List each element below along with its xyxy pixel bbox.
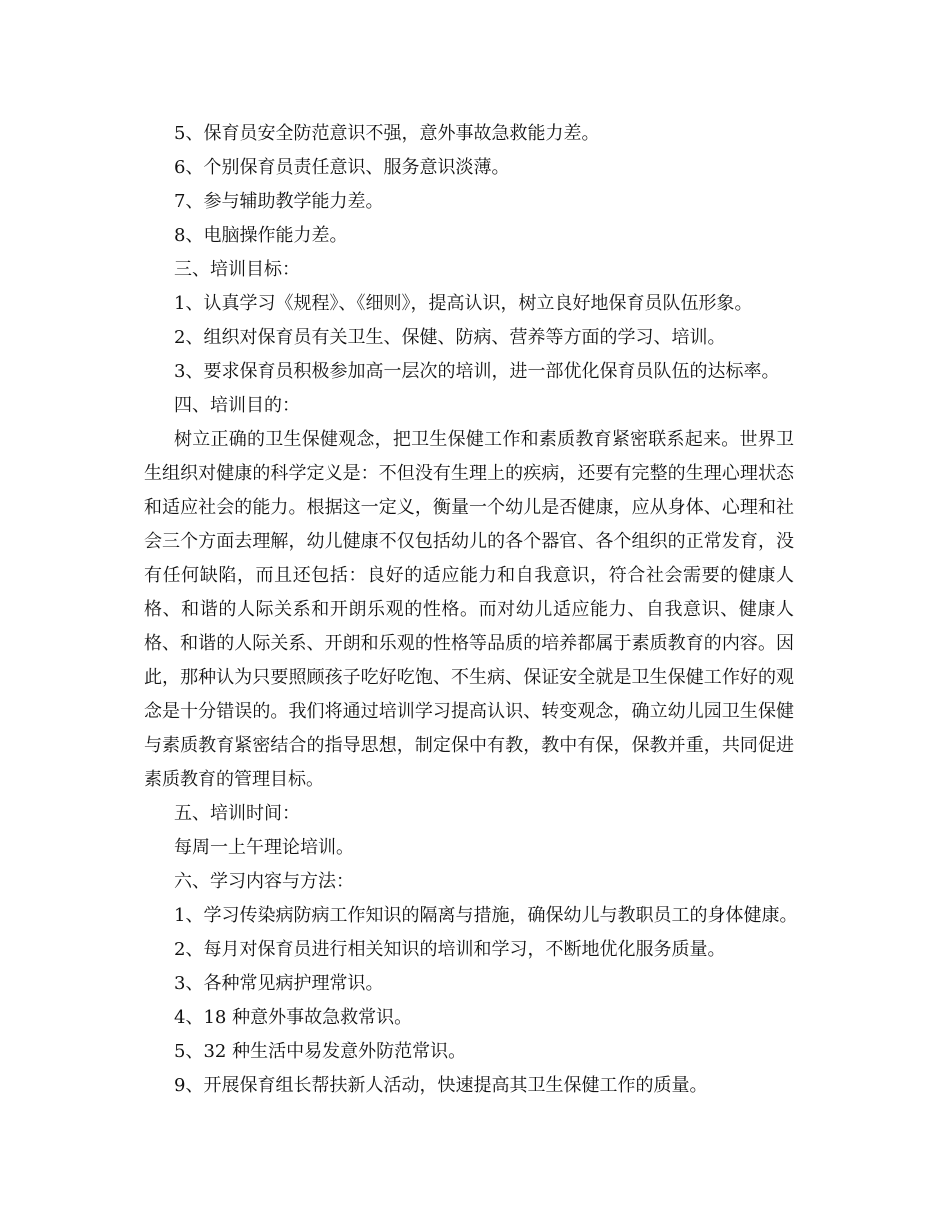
document-body [144,117,824,1103]
body-paragraph: 树立正确的卫生保健观念，把卫生保健工作和素质教育紧密联系起来。世界卫生组织对健康的科学定义是：不但没有生理上的疾病，还要有完整的生理心理状态和适应社会的能力。根据这一定义，衡量一个幼儿是否健康，应从身体、心理和社会三个方面去理解，幼儿健康不仅包括幼儿的各个器官、各个组织的正常发育，没有任何缺陷，而且还包括：良好的适应能力和自我意识，符合社会需要的健康人格、和谐的人际关系和开朗乐观的性格。而对幼儿适应能力、自我意识、健康人格、和谐的人际关系、开朗和乐观的性格等品质的培养都属于素质教育的内容。因此，那种认为只要照顾孩子吃好吃饱、不生病、保证安全就是卫生保健工作好的观念是十分错误的。我们将通过培训学习提高认识、转变观念，确立幼儿园卫生保健与素质教育紧密结合的指导思想，制定保中有教，教中有保，保教并重，共同促进素质教育的管理目标。 [144,429,794,790]
section-heading: 五、培训时间： [174,803,300,824]
text-line: 5、32 种生活中易发意外防范常识。 [174,1041,467,1062]
section-heading: 四、培训目的： [174,395,300,416]
text-line: 2、每月对保育员进行相关知识的培训和学习，不断地优化服务质量。 [174,939,726,960]
text-line: 1、学习传染病防病工作知识的隔离与措施，确保幼儿与教职员工的身体健康。 [174,905,798,926]
text-line: 4、18 种意外事故急救常识。 [174,1007,413,1028]
text-line: 8、电脑操作能力差。 [174,225,348,246]
text-line: 每周一上午理论培训。 [174,837,354,858]
text-line: 3、要求保育员积极参加高一层次的培训，进一部优化保育员队伍的达标率。 [174,361,780,382]
text-line: 1、认真学习《规程》、《细则》，提高认识，树立良好地保育员队伍形象。 [174,293,753,314]
text-line: 5、保育员安全防范意识不强，意外事故急救能力差。 [174,123,600,144]
text-line: 7、参与辅助教学能力差。 [174,191,384,212]
text-line: 6、个别保育员责任意识、服务意识淡薄。 [174,157,510,178]
text-line: 3、各种常见病护理常识。 [174,973,384,994]
text-line: 9、开展保育组长帮扶新人活动，快速提高其卫生保健工作的质量。 [174,1075,708,1096]
section-heading: 六、学习内容与方法： [174,871,354,892]
text-line: 2、组织对保育员有关卫生、保健、防病、营养等方面的学习、培训。 [174,327,726,348]
section-heading: 三、培训目标： [174,259,300,280]
